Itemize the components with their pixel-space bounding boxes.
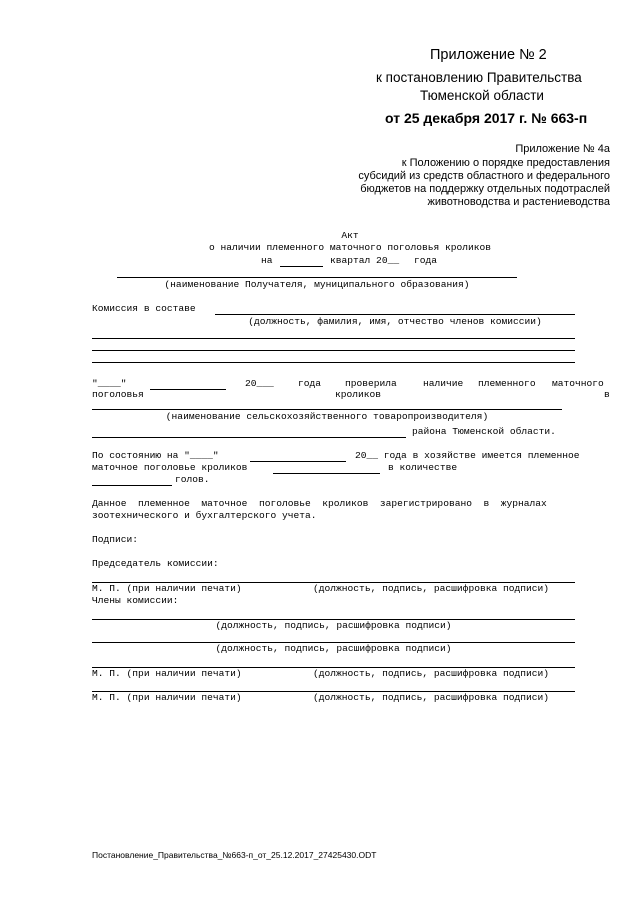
recipient-line [117,277,517,278]
state-line-2a: маточное поголовье кроликов [92,462,248,473]
sub-appendix-line-3: субсидий из средств областного и федерального [358,170,610,182]
state-line-1a: По состоянию на "____" [92,450,219,461]
member-1-signature-caption: (должность, подпись, расшифровка подписи) [215,620,452,631]
state-line-2b: в количестве [388,462,458,473]
quarter-suffix: года [414,255,438,266]
sub-appendix-line-5: животноводства и растениеводства [427,196,610,208]
footer-filename: Постановление_Правительства_№663-п_от_25.12.2017_27425430.ODT [92,850,377,860]
check-word-maternal: маточного [552,378,604,389]
commission-extra-line-1 [92,338,575,339]
act-subtitle: о наличии племенного маточного поголовья кроликов [208,242,492,253]
member-4-stamp-caption: М. П. (при наличии печати) [92,692,242,703]
check-word-year: года [298,378,322,389]
state-month-blank [250,461,346,462]
sub-appendix-line-4: бюджетов на поддержку отдельных подотраслей [360,183,610,195]
district-line [92,437,406,438]
commission-line [215,314,575,315]
quarter-prefix: на [261,255,273,266]
sub-appendix-title: Приложение № 4а [515,143,610,155]
commission-label: Комиссия в составе [92,303,196,314]
commission-extra-line-3 [92,362,575,363]
producer-line [92,409,562,410]
check-word-presence: наличие [423,378,464,389]
district-text: района Тюменской области. [412,426,556,437]
state-line-3: голов. [175,474,210,485]
registered-line-1: Данное племенное маточное поголовье кроликов зарегистрировано в журналах [92,498,547,509]
chairman-signature-caption: (должность, подпись, расшифровка подписи) [313,583,550,594]
check-line2-right: в [604,389,610,400]
resolution-date: от 25 декабря 2017 г. № 663-п [385,110,588,126]
check-line2-mid: кроликов [335,389,382,400]
check-month-blank [150,389,226,390]
resolution-line-1: к постановлению Правительства [376,70,582,85]
check-year: 20___ [245,378,274,389]
check-word-breeding: племенного [478,378,536,389]
state-count-blank [273,473,380,474]
act-title: Акт [341,230,359,241]
appendix-title: Приложение № 2 [430,47,547,63]
producer-caption: (наименование сельскохозяйственного товаропроизводителя) [165,411,489,422]
check-word-checked: проверила [345,378,397,389]
check-day-quote: "____" [92,378,127,389]
quarter-number-blank [280,266,323,267]
state-line-1b: 20__ года в хозяйстве имеется племенное [355,450,580,461]
resolution-line-2: Тюменской области [420,88,544,103]
member-3-stamp-caption: М. П. (при наличии печати) [92,668,242,679]
sub-appendix-line-2: к Положению о порядке предоставления [401,157,610,169]
commission-extra-line-2 [92,350,575,351]
recipient-caption: (наименование Получателя, муниципального образования) [164,279,470,290]
commission-caption: (должность, фамилия, имя, отчество членов комиссии) [248,316,542,327]
chairman-label: Председатель комиссии: [92,558,219,569]
chairman-stamp-caption: М. П. (при наличии печати) [92,583,242,594]
quarter-middle: квартал 20__ [330,255,400,266]
registered-line-2: зоотехнического и бухгалтерского учета. [92,510,317,521]
members-label: Члены комиссии: [92,595,179,606]
check-line2-left: поголовья [92,389,144,400]
member-4-signature-caption: (должность, подпись, расшифровка подписи) [313,692,550,703]
member-3-signature-caption: (должность, подпись, расшифровка подписи) [313,668,550,679]
member-2-signature-caption: (должность, подпись, расшифровка подписи) [215,643,452,654]
signatures-label: Подписи: [92,534,139,545]
state-heads-blank [92,485,172,486]
